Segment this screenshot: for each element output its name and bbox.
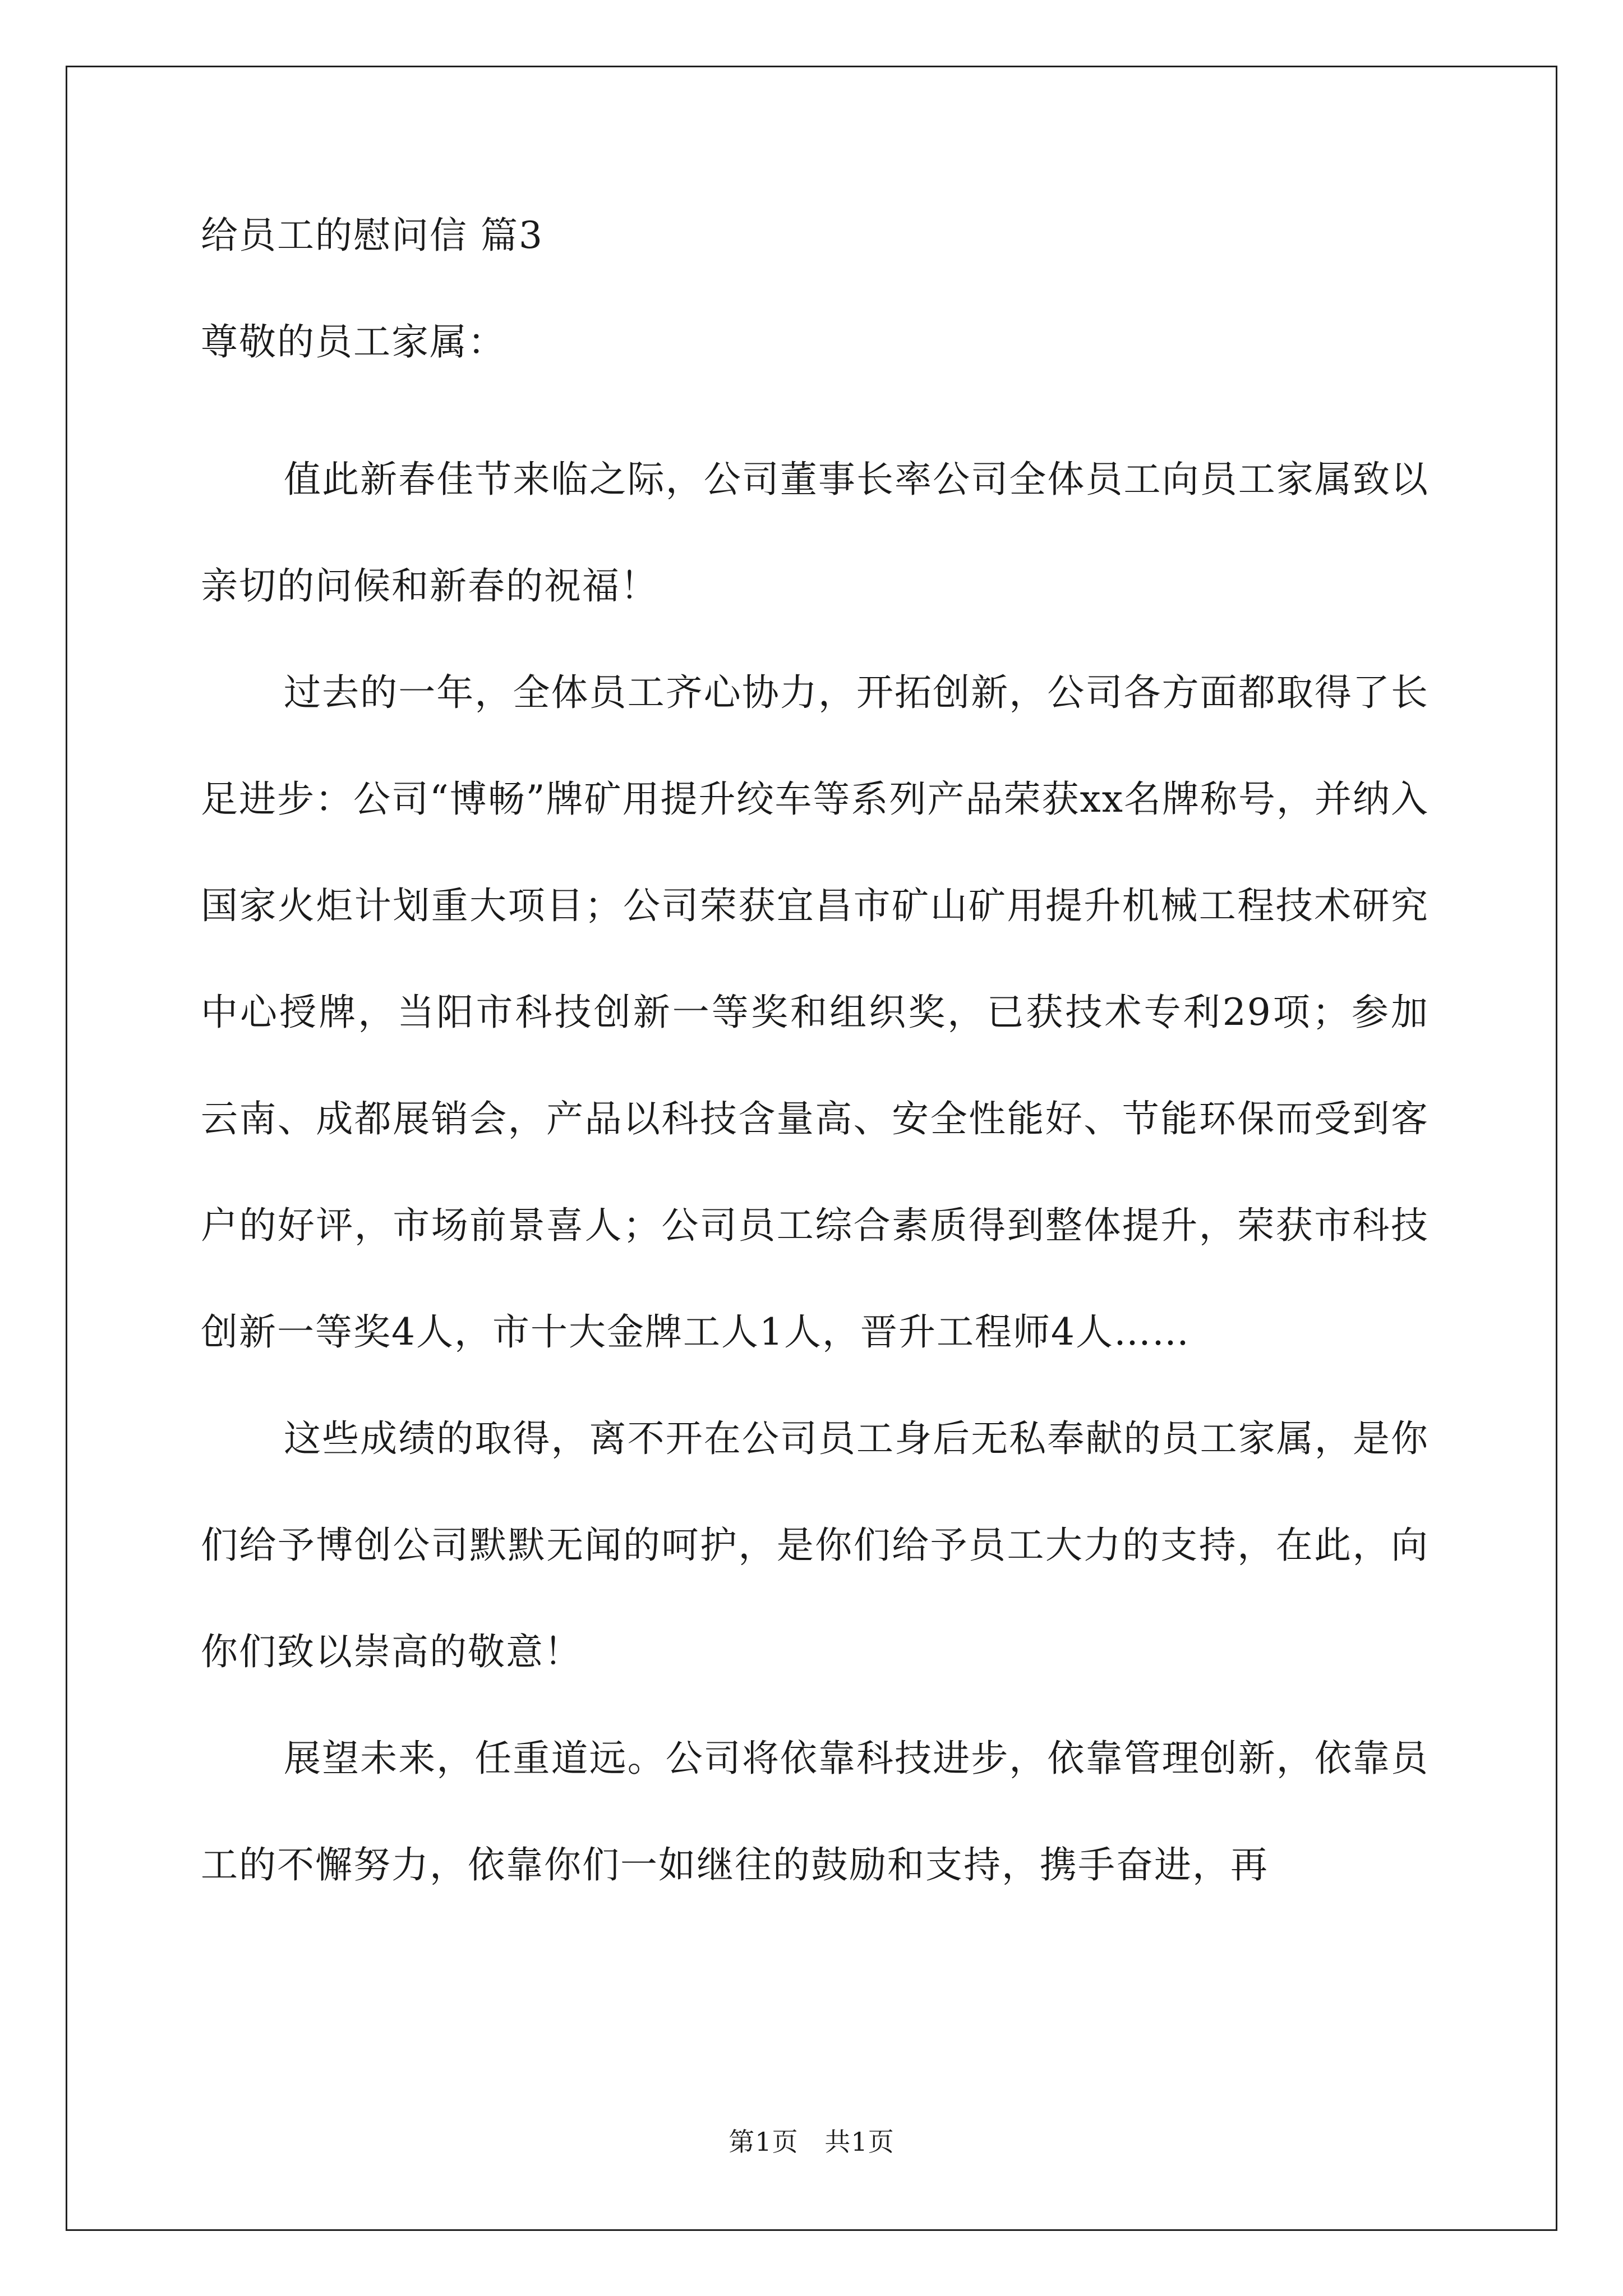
page-number-footer: 第1页 共1页 — [728, 2127, 895, 2157]
paragraph-achievements: 过去的一年，全体员工齐心协力，开拓创新，公司各方面都取得了长足进步：公司“博畅”牌矿用提升绞车等系列产品荣获xx名牌称号，并纳入国家火炬计划重大项目；公司荣获宜昌市矿山矿用提升机械工程技术研究中心授牌，当阳市科技创新一等奖和组织奖，已获技术专利29项；参加云南、成都展销会，产品以科技含量高、安全性能好、节能环保而受到客户的好评，市场前景喜人；公司员工综合素质得到整体提升，荣获市科技创新一等奖4人，市十大金牌工人1人，晋升工程师4人…… — [201, 671, 1429, 1354]
salutation: 尊敬的员工家属： — [201, 320, 506, 364]
paragraph-greeting: 值此新春佳节来临之际，公司董事长率公司全体员工向员工家属致以亲切的问候和新春的祝福！ — [201, 458, 1429, 608]
paragraph-outlook: 展望未来，任重道远。公司将依靠科技进步，依靠管理创新，依靠员工的不懈努力，依靠你们一如继往的鼓励和支持，携手奋进，再 — [201, 1737, 1429, 1887]
paragraph-thanks: 这些成绩的取得，离不开在公司员工身后无私奉献的员工家属，是你们给予博创公司默默无闻的呵护，是你们给予员工大力的支持，在此，向你们致以崇高的敬意！ — [201, 1417, 1429, 1673]
letter-body — [201, 213, 1429, 1918]
document-title: 给员工的慰问信 篇3 — [201, 214, 543, 257]
